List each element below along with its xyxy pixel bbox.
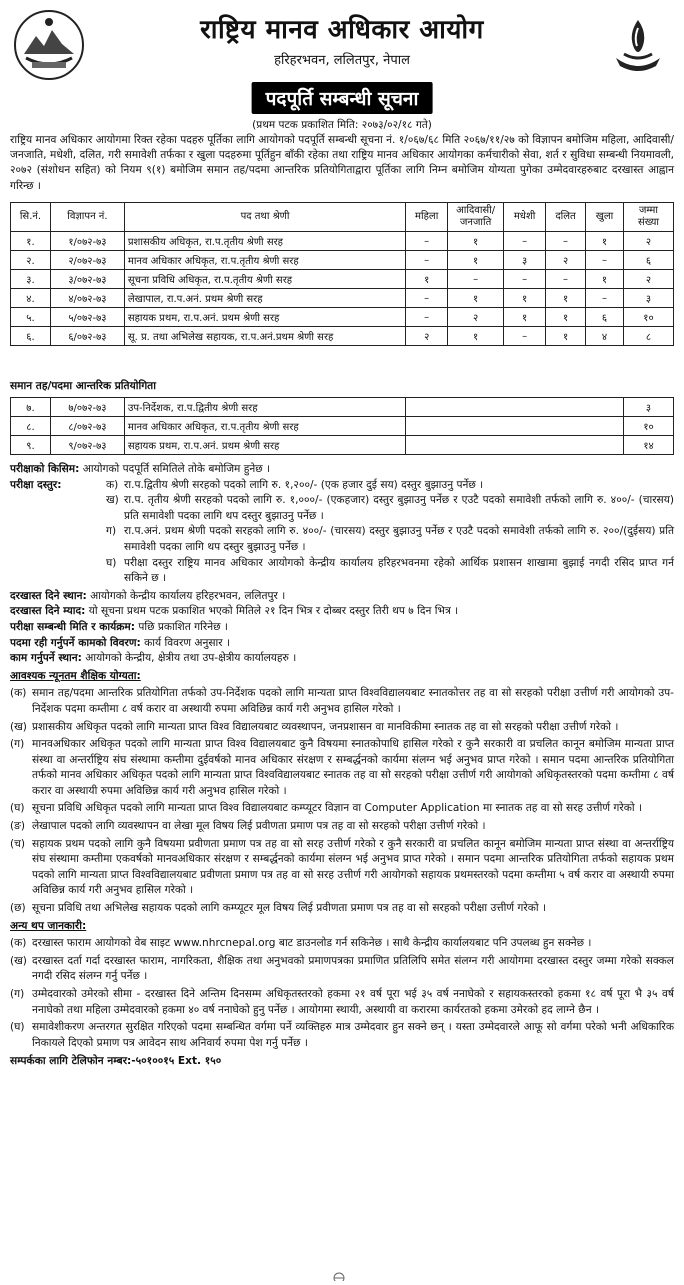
table-cell: १/०७२-७३ [50,232,124,251]
list-item-text: सहायक प्रथम पदको लागि कुनै विषयमा प्रवीणता प्रमाण पत्र तह वा सो सरह उत्तीर्ण गरेको र कुनै सरकारी वा प्रचलित कानून बमोजिम मान्यता प्राप्त संस्था वा अन्तर्राष्ट्रिय संघ संस्थामा कम्तीमा एकवर्षको मानवअधिकार संरक्षण र सम्बर्द्धनको कार्यमा संलग्न भई अनुभव प्राप्त गरेको । समान पदमा आन्तरिक प्रतियोगिता तर्फको सहायक प्रथम पदको लागि मान्यता प्राप्त विश्वविद्यालयबाट प्रवीणता प्रमाण पत्र तह वा सो सरह उत्तीर्ण गरी आयोगको सहायक प्रथमस्तरको पदमा कम्तीमा ५ वर्ष करार वा अस्थायी रुपमा अविछिन्न कार्य गरी अनुभव हासिल गरेको । [32,837,674,897]
table-row [11,398,674,417]
exam-fee [10,478,674,587]
notice-body [10,462,674,1070]
table-cell: – [448,270,504,289]
table-cell: ५. [11,308,51,327]
table-cell: २ [623,232,673,251]
table-row [11,308,674,327]
table-cell: ६ [623,251,673,270]
list-item-key: (घ) [10,1021,25,1034]
table-cell: ६/०७२-७३ [50,327,124,346]
contact-phone: सम्पर्कका लागि टेलिफोन नम्बर:-५०१००१५ Ext. १५० [10,1055,222,1068]
table-cell: लेखापाल, रा.प.अनं. प्रथम श्रेणी सरह [124,289,405,308]
fee-text: रा.प.अनं. प्रथम श्रेणी पदको सरहको लागि रु. ४००/- (चारसय) दस्तुर बुझाउनु पर्नेछ र एउटै पदको समावेशी तर्फको लागि रु. २००/(दुईसय) प्रति समावेशी पदका लागि थप दस्तुर बुझाउनु पर्नेछ । [124,525,674,553]
fee-key: क) [106,478,119,491]
list-item-key: (ङ) [10,820,26,833]
exam-type-label: परीक्षाको किसिम: [10,463,80,475]
table-cell: ३. [11,270,51,289]
list-item [10,737,674,799]
list-item [10,954,674,985]
other-info-heading: अन्य थप जानकारी: [10,919,87,932]
list-item-key: (घ) [10,802,25,815]
table-row [11,232,674,251]
work-place-text: आयोगको केन्द्रीय, क्षेत्रीय तथा उप-क्षेत्रीय कार्यालयहरु । [85,652,297,665]
table-cell: ३ [504,251,546,270]
internal-table [10,397,674,455]
list-item [10,686,674,717]
table-cell: १. [11,232,51,251]
nhrc-logo-icon [606,14,670,78]
table-row [11,436,674,455]
table-cell: १ [546,289,586,308]
job-description-text: कार्य विवरण अनुसार । [144,636,231,649]
table-cell: सहायक प्रथम, रा.प.अनं. प्रथम श्रेणी सरह [124,308,405,327]
table-cell: – [406,251,448,270]
list-item [10,987,674,1018]
table-cell: ३ [623,289,673,308]
list-item [10,801,674,817]
intro-paragraph: राष्ट्रिय मानव अधिकार आयोगमा रिक्त रहेका पदहरु पूर्तिका लागि आयोगको पदपूर्ति सम्बन्धी सूचना नं. १/०६७/६८ मिति २०६७/११/२७ को विज्ञापन बमोजिम महिला, आदिवासी/जनजाति, मधेशी, दलित, गरी समावेशी तर्फका र खुला पदहरुमा पूर्तिहुन बाँकी रहेका तथा राष्ट्रिय मानव अधिकार आयोगका कर्मचारीको सेवा, शर्त र सुविधा सम्बन्धी नियमावली, २०७२ (संशोधन सहित) को नियम ९(१) बमोजिम समान तह/पदमा आन्तरिक प्रतियोगिताद्वारा पूर्तिका लागि निम्न बमोजिम योग्यता पुगेका उम्मेदवारहरुबाट दरखास्त आह्वान गरिन्छ । [10,134,674,192]
table-cell [406,398,624,417]
notice-title: पदपूर्ति सम्बन्धी सूचना [252,82,433,114]
table-row [11,327,674,346]
table-cell: १० [623,308,673,327]
list-item [10,837,674,899]
exam-schedule-text: पछि प्रकाशित गरिनेछ । [138,620,228,633]
table-cell: ७/०७२-७३ [50,398,124,417]
exam-type [10,462,674,478]
table-cell [406,417,624,436]
list-item-text: सूचना प्रविधि अधिकृत पदको लागि मान्यता प्राप्त विश्व विद्यालयबाट कम्प्यूटर विज्ञान वा Computer Application मा स्नातक तह वा सो सरह उत्तीर्ण गरेको । [32,802,642,815]
table-cell: – [546,270,586,289]
table-cell: मानव अधिकार अधिकृत, रा.प.तृतीय श्रेणी सरह [124,251,405,270]
table-cell: २ [623,270,673,289]
apply-place-text: आयोगको केन्द्रीय कार्यालय हरिहरभवन, ललितपुर । [90,589,286,602]
col-janajati: आदिवासी/ जनजाति [448,203,504,232]
table-cell: १ [448,232,504,251]
table-cell: सू. प्र. तथा अभिलेख सहायक, रा.प.अनं.प्रथम श्रेणी सरह [124,327,405,346]
table-cell: – [504,270,546,289]
list-item-text: मानवअधिकार अधिकृत पदको लागि मान्यता प्राप्त विश्व विद्यालयबाट कुनै विषयमा स्नातकोपाधि हासिल गरेको र कुनै सरकारी वा प्रचलित कानून बमोजिम मान्यता प्राप्त संस्था वा अन्तर्राष्ट्रिय संघ संस्थामा कम्तीमा दुईवर्षको मानव अधिकार संरक्षण र सम्बर्द्धनको कार्यमा संलग्न भई अनुभव प्राप्त गरेको । समान पदमा आन्तरिक प्रतियोगिता तर्फको मानव अधिकार अधिकृत पदको लागि मान्यता प्राप्त विश्वविद्यालयबाट स्नातक तह वा सो सरहको परीक्षा उत्तीर्ण गरी आयोगको अधिकृतस्तरको पदमा कम्तीमा ८ वर्ष करार वा अस्थायी रुपमा अविछिन्न कार्य गरी अनुभव हासिल गरेको । [32,738,674,797]
table-cell: ४/०७२-७३ [50,289,124,308]
table-cell: मानव अधिकार अधिकृत, रा.प.तृतीय श्रेणी सरह [124,417,406,436]
col-ad-no: विज्ञापन नं. [50,203,124,232]
table-cell [406,436,624,455]
list-item-key: (ख) [10,954,27,967]
apply-place-label: दरखास्त दिने स्थान: [10,589,87,602]
table-cell: – [546,232,586,251]
table-cell: २ [546,251,586,270]
list-item-text: दरखास्त दर्ता गर्दा दरखास्त फाराम, नागरिकता, शैक्षिक तथा अनुभवको प्रमाणपत्रका प्रमाणित प्रतिलिपि समेत संलग्न गरी आयोगमा दरखास्त दस्तुर जम्मा गरेको सक्कल नगदी रसिद संलग्न गर्नु पर्नेछ । [32,954,674,983]
list-item-text: प्रशासकीय अधिकृत पदको लागि मान्यता प्राप्त विश्व विद्यालयबाट व्यवस्थापन, जनप्रशासन वा मानविकीमा स्नातक तह वा सो सरहको परीक्षा उत्तीर्ण गरेको । [32,720,619,733]
table-cell: ९/०७२-७३ [50,436,124,455]
table-cell: ४. [11,289,51,308]
col-women: महिला [406,203,448,232]
list-item-text: सूचना प्रविधि तथा अभिलेख सहायक पदको लागि कम्प्यूटर मूल विषय लिई प्रवीणता प्रमाण पत्र तह वा सो सरहको परीक्षा उत्तीर्ण गरेको । [32,902,546,915]
org-name: राष्ट्रिय मानव अधिकार आयोग [200,15,484,45]
fee-key: ग) [106,525,117,538]
fee-key: घ) [106,556,117,569]
table-cell: ९. [11,436,51,455]
org-address: हरिहरभवन, ललितपुर, नेपाल [274,53,410,68]
table-cell: २. [11,251,51,270]
job-description [10,636,674,652]
table-cell: ६ [586,308,624,327]
apply-deadline-label: दरखास्त दिने म्याद: [10,605,86,618]
table-row [11,270,674,289]
list-item-text: लेखापाल पदको लागि व्यवस्थापन वा लेखा मूल विषय लिई प्रवीणता प्रमाण पत्र तह वा सो सरहको परीक्षा उत्तीर्ण गरेको । [32,820,486,833]
apply-place [10,589,674,605]
exam-schedule [10,620,674,636]
table-cell: – [504,232,546,251]
table-cell: १ [586,270,624,289]
table-cell: १ [448,251,504,270]
list-item-key: (क) [10,937,27,950]
table-header-row [11,203,674,232]
table-row [11,289,674,308]
work-place-label: काम गर्नुपर्ने स्थान: [10,652,82,665]
list-item-key: (च) [10,837,25,850]
col-dalit: दलित [546,203,586,232]
publication-date: (प्रथम पटक प्रकाशित मिति: २०७३/०२/१८ गते) [252,119,432,131]
internal-heading: समान तह/पदमा आन्तरिक प्रतियोगिता [10,380,156,392]
job-description-label: पदमा रही गर्नुपर्ने कामको विवरण: [10,636,141,649]
table-cell: ३/०७२-७३ [50,270,124,289]
table-cell: १ [448,327,504,346]
qualification-heading: आवश्यक न्यूनतम शैक्षिक योग्यता: [10,669,141,682]
table-cell: ८ [623,327,673,346]
table-cell: १ [546,327,586,346]
table-cell: – [406,289,448,308]
table-cell: उप-निर्देशक, रा.प.द्वितीय श्रेणी सरह [124,398,406,417]
list-item-text: दरखास्त फाराम आयोगको वेब साइट www.nhrcnepal.org बाट डाउनलोड गर्न सकिनेछ । साथै केन्द्रीय कार्यालयबाट पनि उपलब्ध हुन सक्नेछ । [32,937,592,950]
table-cell: ५/०७२-७३ [50,308,124,327]
table-cell: ४ [586,327,624,346]
list-item [10,936,674,952]
list-item-key: (ग) [10,988,25,1000]
col-open: खुला [586,203,624,232]
other-info-list [10,936,674,1051]
table-cell: १ [504,289,546,308]
exam-type-text: आयोगको पदपूर्ति समितिले तोके बमोजिम हुनेछ । [82,463,271,475]
table-cell: – [406,308,448,327]
table-cell: सहायक प्रथम, रा.प.अनं. प्रथम श्रेणी सरह [124,436,406,455]
registration-mark-icon [332,1271,346,1281]
table-cell: ८. [11,417,51,436]
list-item-key: (ख) [10,720,27,733]
col-sn: सि.नं. [11,203,51,232]
fee-key: ख) [106,494,119,507]
table-cell: १ [504,308,546,327]
table-cell: – [504,327,546,346]
table-cell: १ [406,270,448,289]
table-cell: सूचना प्रविधि अधिकृत, रा.प.तृतीय श्रेणी सरह [124,270,405,289]
col-post: पद तथा श्रेणी [124,203,405,232]
table-cell: १ [448,289,504,308]
fee-text: परीक्षा दस्तुर राष्ट्रिय मानव अधिकार आयोगको केन्द्रीय कार्यालय हरिहरभवनमा रहेको आर्थिक प्रशासन शाखामा बुझाई नगदी रसिद प्राप्त गर्न सकिने छ । [124,556,674,585]
list-item-text: समान तह/पदमा आन्तरिक प्रतियोगिता तर्फको उप-निर्देशक पदको लागि मान्यता प्राप्त विश्वविद्यालयबाट स्नातकोत्तर तह वा सो सरहको परीक्षा उत्तीर्ण गरी आयोगको उप-निर्देशक पदमा कम्तीमा ८ वर्ष करार वा अस्थायी रुपमा अविछिन्न कार्य गरी अनुभव हासिल गरेको । [32,687,674,715]
table-cell: २/०७२-७३ [50,251,124,270]
table-cell: प्रशासकीय अधिकृत, रा.प.तृतीय श्रेणी सरह [124,232,405,251]
table-cell: – [586,251,624,270]
fee-text: रा.प. तृतीय श्रेणी सरहको पदको लागि रु. १,०००/- (एकहजार) दस्तुर बुझाउनु पर्नेछ र एउटै पदको समावेशी तर्फको लागि रु. ४००/- (चारसय) प्रति समावेशी पदका लागि थप दस्तुर बुझाउनु पर्नेछ । [124,494,674,522]
list-item-text: उम्मेदवारको उमेरको सीमा - दरखास्त दिने अन्तिम दिनसम्म अधिकृतस्तरको हकमा २१ वर्ष पूरा भई ३५ वर्ष ननाघेको र सहायकस्तरको हकमा १८ वर्ष पूरा भै ३५ वर्ष ननाघेको तथा महिला उम्मेदवारको हकमा ४० वर्ष ननाघेको हुनु पर्नेछ । आयोगमा स्थायी, अस्थायी वा करारमा कार्यरतको हकमा उमेरको हद लाग्ने छैन । [32,988,674,1016]
list-item [10,1020,674,1051]
table-row [11,417,674,436]
qualification-list [10,686,674,916]
exam-fee-label: परीक्षा दस्तुर: [10,478,62,491]
list-item [10,819,674,835]
list-item-text: समावेशीकरण अन्तरगत सुरक्षित गरिएको पदमा सम्बन्धित वर्गमा पर्ने व्यक्तिहरु मात्र उम्मेदवार हुन सक्ने छन् । यस्ता उम्मेदवारले आफू सो वर्गमा परेको भनी अधिकारिक निकायले दिएको प्रमाण पत्र आवेदन साथ अनिवार्य रुपमा पेश गर्नु पर्नेछ । [32,1021,674,1049]
apply-deadline [10,604,674,620]
apply-deadline-text: यो सूचना प्रथम पटक प्रकाशित भएको मितिले २१ दिन भित्र र दोब्बर दस्तुर तिरी थप ७ दिन भित्र । [88,605,459,618]
table-row [11,251,674,270]
header [0,0,684,118]
list-item-key: (क) [10,687,27,700]
list-item [10,720,674,736]
list-item [10,901,674,917]
list-item-key: (छ) [10,902,26,915]
exam-schedule-label: परीक्षा सम्बन्धी मिति र कार्यक्रम: [10,620,135,633]
table-cell: ६. [11,327,51,346]
vacancy-table [10,202,674,346]
table-cell: १४ [624,436,674,455]
table-cell: ७. [11,398,51,417]
table-cell: २ [406,327,448,346]
col-total: जम्मा संख्या [623,203,673,232]
table-cell: १० [624,417,674,436]
table-cell: ३ [624,398,674,417]
table-cell: १ [546,308,586,327]
table-cell: – [586,289,624,308]
list-item-key: (ग) [10,738,25,751]
table-cell: २ [448,308,504,327]
table-cell: १ [586,232,624,251]
fee-text: रा.प.द्वितीय श्रेणी सरहको पदको लागि रु. १,२००/- (एक हजार दुई सय) दस्तुर बुझाउनु पर्नेछ । [124,478,484,491]
table-cell: – [406,232,448,251]
work-place [10,651,674,667]
table-cell: ८/०७२-७३ [50,417,124,436]
col-madhesi: मधेशी [504,203,546,232]
